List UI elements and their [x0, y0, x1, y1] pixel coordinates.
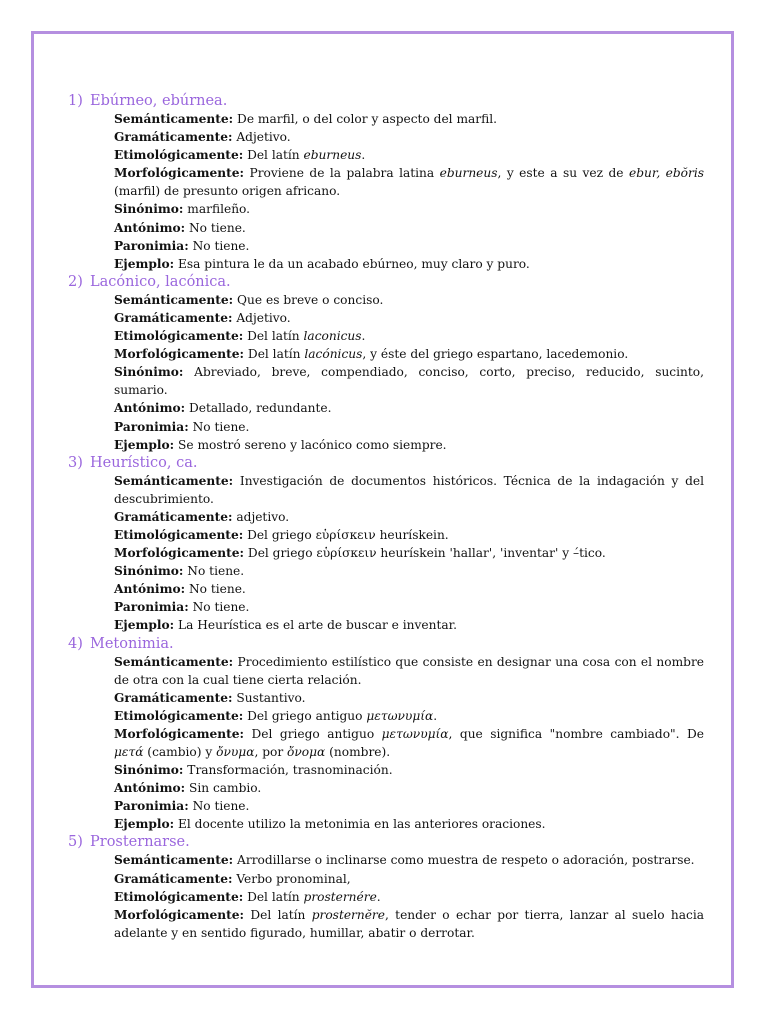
entry-number: 1)	[68, 93, 83, 109]
field-label: Paronimia:	[114, 238, 189, 253]
field-italic-text: ὄνομα	[287, 745, 326, 759]
field-text: Adjetivo.	[232, 310, 291, 325]
field-line	[114, 164, 704, 200]
entry-fields	[114, 851, 704, 941]
field-line	[114, 888, 704, 906]
field-label: Gramáticamente:	[114, 871, 233, 886]
field-italic-text: μετά	[114, 745, 144, 759]
field-text: adjetivo.	[232, 509, 290, 524]
field-text: No tiene.	[188, 600, 250, 615]
field-text: Transformación, trasnominación.	[183, 763, 393, 778]
entry-number: 4)	[68, 635, 83, 652]
field-line	[114, 562, 704, 580]
entry-title-text: Metonimia.	[90, 635, 174, 652]
field-text: Sin cambio.	[185, 781, 262, 796]
field-text: .	[433, 708, 438, 723]
field-label: Morfológicamente:	[114, 546, 245, 561]
field-label: Gramáticamente:	[114, 690, 233, 705]
field-label: Ejemplo:	[114, 618, 175, 633]
field-italic-text: μετωνυμία	[381, 726, 449, 741]
field-label: Semánticamente:	[114, 853, 234, 868]
field-label: Sinónimo:	[114, 365, 184, 380]
field-line	[114, 436, 704, 454]
field-label: Gramáticamente:	[114, 310, 233, 325]
field-label: Semánticamente:	[114, 473, 234, 488]
field-line	[114, 508, 704, 526]
field-text: Del latín	[244, 907, 312, 922]
field-label: Semánticamente:	[114, 292, 234, 307]
field-italic-text: eburneus	[303, 148, 362, 163]
field-text: marfileño.	[183, 202, 251, 217]
field-line	[114, 580, 704, 598]
field-text: Del griego antiguo	[244, 726, 382, 741]
field-label: Semánticamente:	[114, 112, 234, 126]
field-line	[114, 472, 704, 508]
field-text: Del latín	[243, 329, 304, 344]
field-line	[114, 653, 704, 689]
field-italic-text: μετωνυμία	[366, 708, 434, 723]
field-text: No tiene.	[185, 582, 246, 597]
entry	[68, 635, 704, 834]
field-text: Procedimiento estilístico que consiste en designar una cosa con el nombre de otra con la cual tiene cierta relación.	[114, 654, 704, 687]
field-text: Verbo pronominal,	[232, 871, 351, 886]
field-text: Abreviado, breve, compendiado, conciso, corto, preciso, reducido, sucinto, sumario.	[114, 365, 704, 398]
field-line	[114, 363, 704, 399]
field-text: No tiene.	[188, 419, 250, 434]
field-text: .	[361, 148, 366, 163]
field-line	[114, 200, 704, 218]
field-line	[114, 345, 704, 363]
field-label: Etimológicamente:	[114, 708, 244, 723]
field-italic-text: eburneus	[439, 166, 498, 181]
field-line	[114, 797, 704, 815]
field-text: Adjetivo.	[232, 130, 291, 145]
entry	[68, 92, 704, 273]
document-body	[68, 92, 704, 942]
field-text: Se mostró sereno y lacónico como siempre.	[174, 437, 447, 452]
field-line	[114, 219, 704, 237]
field-line	[114, 761, 704, 779]
field-label: Paronimia:	[114, 799, 189, 814]
field-text: Arrodillarse o inclinarse como muestra de respeto o adoración, postrarse.	[233, 853, 695, 868]
entry-number: 5)	[68, 834, 83, 851]
field-label: Sinónimo:	[114, 763, 184, 778]
field-label: Ejemplo:	[114, 437, 175, 452]
field-text: De marfil, o del color y aspecto del marfil.	[233, 112, 498, 126]
field-label: Morfológicamente:	[114, 166, 245, 181]
field-line	[114, 598, 704, 616]
field-label: Ejemplo:	[114, 817, 175, 832]
field-line	[114, 291, 704, 309]
field-text: La Heurística es el arte de buscar e inventar.	[174, 618, 457, 633]
field-text: No tiene.	[188, 238, 250, 253]
entry-number: 3)	[68, 454, 83, 471]
field-line	[114, 418, 704, 436]
field-line	[114, 779, 704, 797]
field-text: Que es breve o conciso.	[233, 292, 384, 307]
field-label: Paronimia:	[114, 419, 189, 434]
field-line	[114, 544, 704, 562]
field-line	[114, 689, 704, 707]
field-text: Sustantivo.	[232, 690, 306, 705]
entry-fields	[114, 653, 704, 834]
field-text: Detallado, redundante.	[185, 401, 332, 416]
entry-fields	[114, 291, 704, 454]
entry-title	[68, 92, 704, 110]
field-line	[114, 526, 704, 544]
field-label: Etimológicamente:	[114, 889, 244, 904]
field-line	[114, 237, 704, 255]
field-label: Etimológicamente:	[114, 148, 244, 163]
field-text: El docente utilizo la metonimia en las anteriores oraciones.	[174, 817, 546, 832]
field-italic-text: laconicus	[303, 329, 362, 344]
entry-title-text: Ebúrneo, ebúrnea.	[90, 93, 228, 109]
field-text: (marfil) de presunto origen africano.	[114, 184, 341, 199]
field-line	[114, 616, 704, 634]
field-italic-text: prosternére	[303, 889, 377, 904]
field-label: Antónimo:	[114, 781, 186, 796]
entry	[68, 833, 704, 941]
field-text: Del griego εὑρίσκειν heurískein.	[243, 527, 449, 542]
field-italic-text: lacónicus	[304, 347, 363, 362]
field-label: Paronimia:	[114, 600, 189, 615]
field-text: , tender o echar por tierra, lanzar al suelo hacia adelante y en sentido figurado, humillar, abatir o derrotar.	[114, 907, 704, 940]
field-label: Sinónimo:	[114, 564, 184, 579]
field-text: .	[361, 329, 366, 344]
field-label: Antónimo:	[114, 220, 186, 235]
field-line	[114, 146, 704, 164]
field-italic-text: prosternĕre	[311, 907, 385, 922]
field-label: Gramáticamente:	[114, 509, 233, 524]
field-line	[114, 707, 704, 725]
field-text: Del latín	[243, 889, 304, 904]
entry-fields	[114, 110, 704, 273]
entry	[68, 273, 704, 454]
field-label: Antónimo:	[114, 582, 186, 597]
field-line	[114, 327, 704, 345]
field-label: Morfológicamente:	[114, 726, 245, 741]
field-line	[114, 255, 704, 273]
field-line	[114, 870, 704, 888]
field-label: Etimológicamente:	[114, 527, 244, 542]
entry-title	[68, 454, 704, 472]
field-text: Del griego antiguo	[243, 708, 367, 723]
field-label: Morfológicamente:	[114, 907, 245, 922]
field-line	[114, 725, 704, 761]
field-text: Proviene de la palabra latina	[244, 166, 440, 181]
field-text: Del latín	[244, 347, 305, 362]
field-line	[114, 110, 704, 128]
field-text: , y éste del griego espartano, lacedemonio.	[362, 347, 629, 362]
field-text: .	[376, 889, 381, 904]
field-label: Antónimo:	[114, 401, 186, 416]
field-text: (cambio) y	[143, 745, 217, 759]
field-text: (nombre).	[325, 745, 391, 759]
field-text: No tiene.	[188, 799, 250, 814]
entry-title	[68, 635, 704, 653]
field-label: Morfológicamente:	[114, 347, 245, 362]
entry-fields	[114, 472, 704, 635]
field-text: Esa pintura le da un acabado ebúrneo, muy claro y puro.	[174, 256, 530, 271]
entry-title-text: Lacónico, lacónica.	[90, 273, 231, 290]
entry-number: 2)	[68, 273, 83, 290]
field-line	[114, 128, 704, 146]
entry-title	[68, 833, 704, 851]
entry	[68, 454, 704, 635]
field-line	[114, 399, 704, 417]
field-text: , y este a su vez de	[497, 166, 629, 181]
field-label: Gramáticamente:	[114, 130, 233, 145]
field-text: , que significa "nombre cambiado". De	[448, 726, 705, 741]
field-text: No tiene.	[183, 564, 245, 579]
field-text: Del latín	[243, 148, 304, 163]
field-line	[114, 309, 704, 327]
entry-title	[68, 273, 704, 291]
field-label: Ejemplo:	[114, 256, 175, 271]
field-text: No tiene.	[185, 220, 246, 235]
field-label: Etimológicamente:	[114, 329, 244, 344]
entry-title-text: Prosternarse.	[90, 834, 190, 851]
field-line	[114, 906, 704, 942]
entry-title-text: Heurístico, ca.	[90, 454, 198, 471]
field-line	[114, 815, 704, 833]
field-label: Semánticamente:	[114, 654, 234, 669]
field-italic-text: ὄνυμα	[216, 745, 255, 759]
field-label: Sinónimo:	[114, 202, 184, 217]
field-text: Investigación de documentos históricos. Técnica de la indagación y del descubrimiento.	[114, 473, 704, 506]
field-text: Del griego εὑρίσκειν heurískein 'hallar', 'inventar' y –́tico.	[244, 546, 606, 561]
field-italic-text: ebur, ebŏris	[628, 166, 705, 181]
field-line	[114, 851, 704, 869]
field-text: , por	[254, 745, 288, 759]
